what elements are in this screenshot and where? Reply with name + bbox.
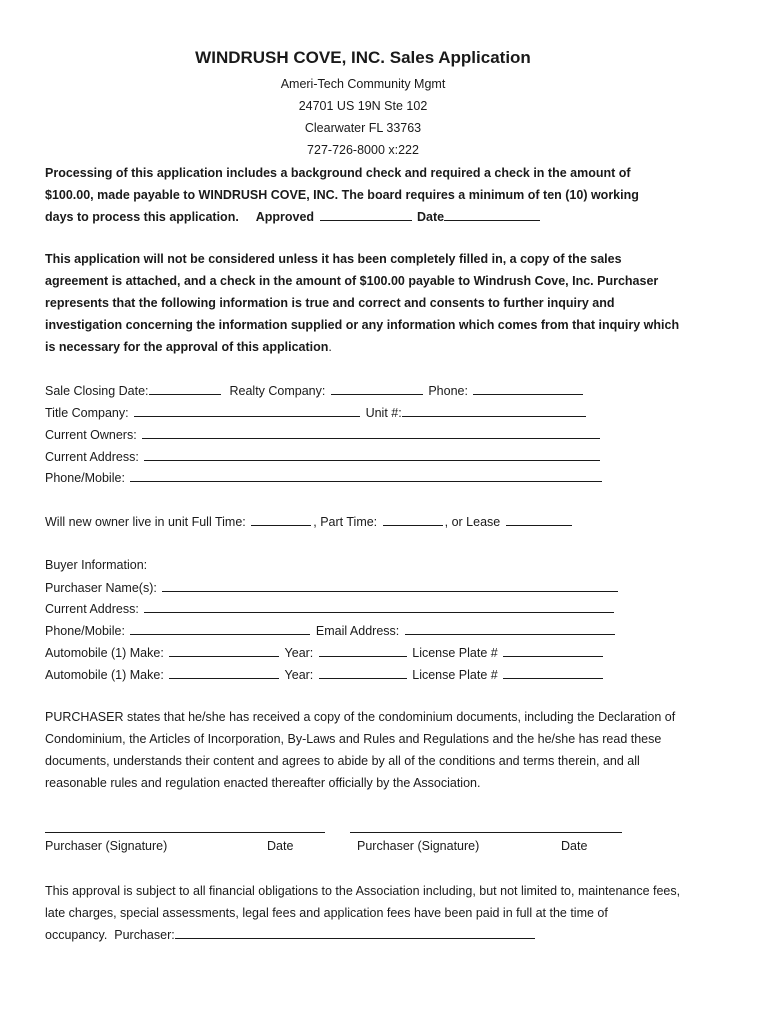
realty-company-field[interactable] xyxy=(331,380,423,395)
current-owners-label: Current Owners: xyxy=(45,428,137,442)
buyer-address-row xyxy=(45,598,616,618)
purchaser-names-label: Purchaser Name(s): xyxy=(45,581,157,595)
auto-make-field-2[interactable] xyxy=(169,664,279,679)
owner-phone-row xyxy=(45,467,604,487)
buyer-contact-row xyxy=(45,620,617,640)
processing-line-1: Processing of this application includes a background check and required a check in the amount of xyxy=(45,166,631,180)
purchaser-label: Purchaser: xyxy=(114,928,175,942)
owner-address-row xyxy=(45,446,602,466)
current-owners-field[interactable] xyxy=(142,424,600,439)
auto-make-field[interactable] xyxy=(169,642,279,657)
automobile-row-1 xyxy=(45,642,605,662)
auto-year-label: Year: xyxy=(284,646,314,660)
lease-field[interactable] xyxy=(506,511,572,526)
signature-date-label-2: Date xyxy=(561,839,588,853)
license-plate-label: License Plate # xyxy=(412,646,498,660)
unit-field[interactable] xyxy=(402,402,586,417)
processing-notice xyxy=(45,162,685,228)
buyer-phone-field[interactable] xyxy=(130,620,310,635)
purchaser-signature-line-2[interactable] xyxy=(350,832,622,833)
auto-year-field-2[interactable] xyxy=(319,664,407,679)
owner-address-field[interactable] xyxy=(144,446,600,461)
realty-company-label: Realty Company: xyxy=(229,384,326,398)
buyer-address-label: Current Address: xyxy=(45,602,139,616)
realty-phone-label: Phone: xyxy=(428,384,468,398)
company-name: Ameri-Tech Community Mgmt xyxy=(280,77,446,91)
form-title: WINDRUSH COVE, INC. Sales Application xyxy=(195,48,531,67)
title-company-field[interactable] xyxy=(134,402,360,417)
sale-info-row-2 xyxy=(45,402,588,422)
sale-closing-date-field[interactable] xyxy=(149,380,221,395)
purchaser-statement: PURCHASER states that he/she has received a copy of the condominium documents, including the Declaration of Condominium, the Articles of Incorporation, By-Laws and Rules and Regulations and the he/she has read these documents, understands their content and agrees to abide by all of the conditions and terms therein, and all reasonable rules and regulation enacted thereafter officially by the Association. xyxy=(45,710,676,790)
auto-make-label: Automobile (1) Make: xyxy=(45,646,164,660)
purchaser-signature-label-2: Purchaser (Signature) xyxy=(357,839,480,853)
full-time-label: Will new owner live in unit Full Time: xyxy=(45,515,246,529)
phone-number: 727-726-8000 x:222 xyxy=(307,143,419,157)
license-plate-label: License Plate # xyxy=(412,668,498,682)
part-time-label: , Part Time: xyxy=(313,515,378,529)
realty-phone-field[interactable] xyxy=(473,380,583,395)
owner-phone-label: Phone/Mobile: xyxy=(45,471,125,485)
owner-address-label: Current Address: xyxy=(45,450,139,464)
lease-label: , or Lease xyxy=(444,515,501,529)
auto-year-field[interactable] xyxy=(319,642,407,657)
title-company-label: Title Company: xyxy=(45,406,129,420)
current-owners-row xyxy=(45,424,602,444)
automobile-row-2 xyxy=(45,664,605,684)
auto-make-label: Automobile (1) Make: xyxy=(45,668,164,682)
email-label: Email Address: xyxy=(315,624,400,638)
signature-date-label-1: Date xyxy=(267,839,294,853)
processing-line-2: $100.00, made payable to WINDRUSH COVE, INC. The board requires a minimum of ten (10) working xyxy=(45,188,639,202)
approved-date-field[interactable] xyxy=(444,206,540,221)
purchaser-names-row xyxy=(45,577,620,597)
license-plate-field-2[interactable] xyxy=(503,664,603,679)
purchaser-signature-line-1[interactable] xyxy=(45,832,325,833)
owner-phone-field[interactable] xyxy=(130,467,602,482)
license-plate-field[interactable] xyxy=(503,642,603,657)
application-notice: This application will not be considered unless it has been completely filled in, a copy of the sales agreement is attached, and a check in the amount of $100.00 payable to Windrush Cove, Inc. Purchaser represents that the following information is true and correct and consents to further inquiry and investigation concerning the information supplied or any information which comes from that inquiry which is necessary for the approval of this application. xyxy=(45,252,680,354)
approval-notice: This approval is subject to all financial obligations to the Association including, but not limited to, maintenance fees, late charges, special assessments, legal fees and application fees have been paid in full at the time of occupancy. Purchaser: xyxy=(45,884,681,942)
street-address: 24701 US 19N Ste 102 xyxy=(298,99,428,113)
processing-line-3: days to process this application. Approved Date xyxy=(45,206,685,228)
approved-field[interactable] xyxy=(320,206,412,221)
part-time-field[interactable] xyxy=(383,511,443,526)
approved-label: Approved xyxy=(255,210,315,224)
city-state-zip: Clearwater FL 33763 xyxy=(304,121,422,135)
date-label: Date xyxy=(417,210,445,224)
sale-info-row-1 xyxy=(45,380,585,400)
occupancy-row xyxy=(45,511,574,531)
buyer-address-field[interactable] xyxy=(144,598,614,613)
auto-year-label: Year: xyxy=(284,668,314,682)
purchaser-names-field[interactable] xyxy=(162,577,618,592)
buyer-heading: Buyer Information: xyxy=(45,558,148,572)
purchaser-signature-label-1: Purchaser (Signature) xyxy=(45,839,168,853)
full-time-field[interactable] xyxy=(251,511,311,526)
buyer-phone-label: Phone/Mobile: xyxy=(45,624,125,638)
email-field[interactable] xyxy=(405,620,615,635)
unit-label: Unit #: xyxy=(365,406,402,420)
sale-closing-date-label: Sale Closing Date: xyxy=(45,384,149,398)
purchaser-approval-field[interactable] xyxy=(175,924,535,939)
